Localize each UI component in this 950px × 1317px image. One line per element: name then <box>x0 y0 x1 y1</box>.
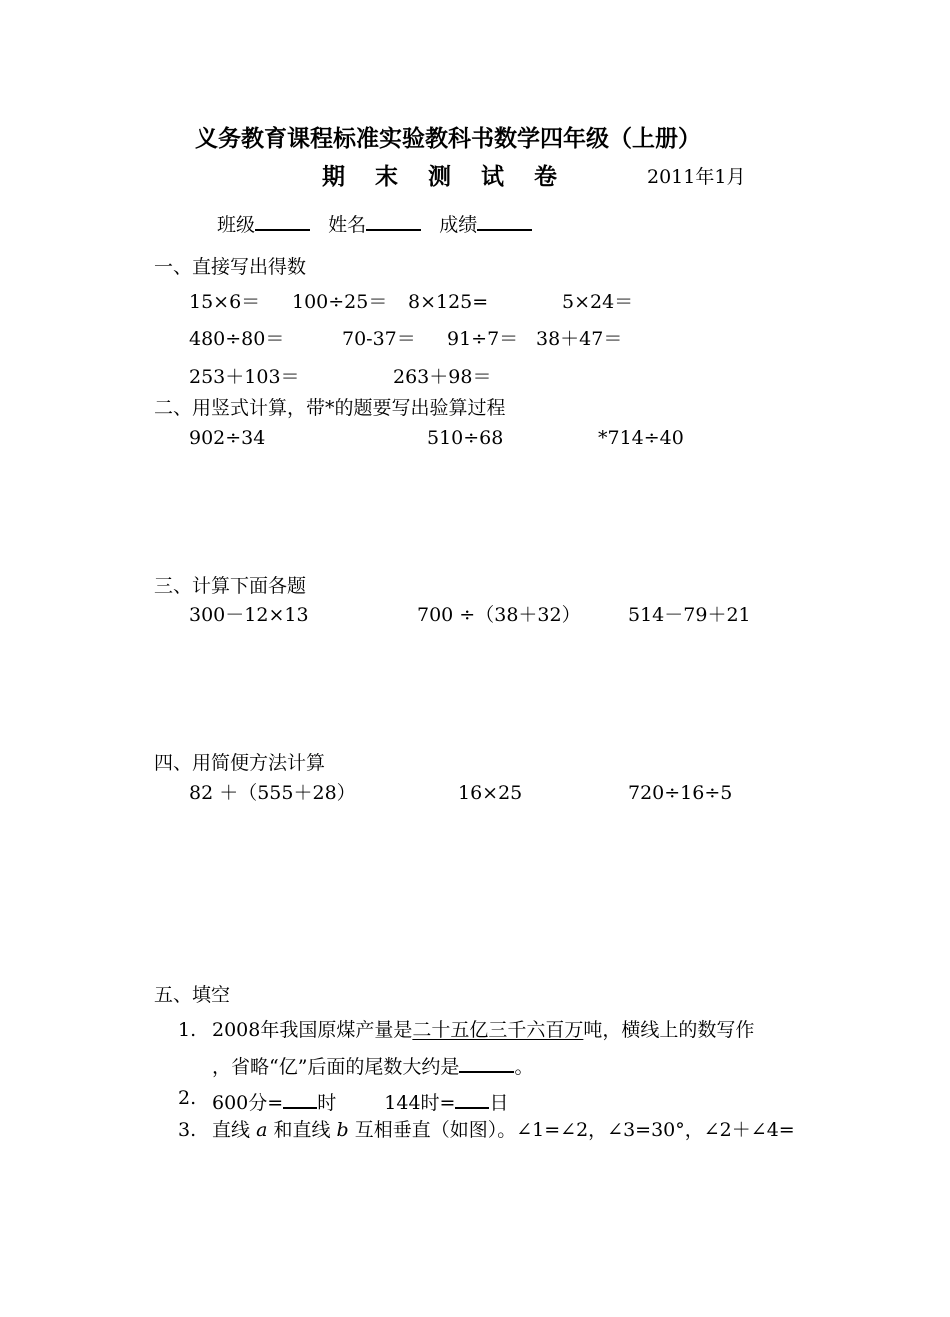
section5-heading: 五、填空 <box>154 984 231 1006</box>
name-blank[interactable] <box>366 211 421 231</box>
problem: 700 ÷（38＋32） <box>417 604 581 626</box>
q3-text-2: 和直线 <box>273 1119 331 1141</box>
q2-blank-a[interactable] <box>283 1089 317 1109</box>
problem: 300－12×13 <box>189 604 309 626</box>
question-2 <box>212 1089 509 1113</box>
q2-blank-b[interactable] <box>455 1089 489 1109</box>
class-blank[interactable] <box>255 211 310 231</box>
section2-heading: 二、用竖式计算，带*的题要写出验算过程 <box>154 397 506 419</box>
problem: 70-37＝ <box>342 328 416 350</box>
question-number: 2. <box>178 1087 197 1109</box>
problem: 82 ＋（555＋28） <box>189 782 356 804</box>
q2-unit-b: 日 <box>489 1092 509 1114</box>
exam-date: 2011年1月 <box>647 166 746 188</box>
problem: 91÷7＝ <box>447 328 519 350</box>
document-subtitle: 期末测试卷 <box>322 163 587 190</box>
q2-part-b: 144时= <box>384 1092 456 1114</box>
problem: 253＋103＝ <box>189 366 300 388</box>
section4-heading: 四、用简便方法计算 <box>154 752 326 774</box>
q3-var-a: a <box>256 1119 268 1141</box>
problem: 8×125= <box>408 291 489 313</box>
problem: 15×6＝ <box>189 291 261 313</box>
document-title: 义务教育课程标准实验教科书数学四年级（上册） <box>195 125 701 152</box>
class-label: 班级 <box>217 214 256 236</box>
problem: 902÷34 <box>189 427 266 449</box>
q1-text-end: 吨，横线上的数写作 <box>583 1019 755 1041</box>
problem: 5×24＝ <box>562 291 634 313</box>
question-1-line-1 <box>212 1021 754 1040</box>
q2-unit-a: 时 <box>317 1092 337 1114</box>
problem: 16×25 <box>458 782 523 804</box>
q3-text-1: 直线 <box>212 1119 251 1141</box>
q1-text-start: 2008年我国原煤产量是 <box>212 1019 413 1041</box>
q1-underlined-number: 二十五亿三千六百万 <box>412 1019 584 1041</box>
question-number: 1. <box>178 1019 197 1041</box>
name-label: 姓名 <box>328 214 367 236</box>
question-number: 3. <box>178 1119 197 1141</box>
question-1-line-2 <box>212 1053 533 1077</box>
q1-answer-blank[interactable] <box>459 1053 514 1073</box>
problem: 263＋98＝ <box>393 366 492 388</box>
problem: 514－79＋21 <box>628 604 751 626</box>
score-blank[interactable] <box>477 211 532 231</box>
score-label: 成绩 <box>439 214 478 236</box>
problem: 510÷68 <box>427 427 504 449</box>
problem: 720÷16÷5 <box>628 782 733 804</box>
student-info-line <box>217 211 532 235</box>
section1-heading: 一、直接写出得数 <box>154 256 307 278</box>
problem: 480÷80＝ <box>189 328 285 350</box>
q1-text-line2: ，省略“亿”后面的尾数大约是 <box>212 1056 460 1078</box>
q3-text-3: 互相垂直（如图）。∠1=∠2，∠3=30°，∠2＋∠4= <box>354 1119 795 1141</box>
problem: 100÷25＝ <box>292 291 388 313</box>
section3-heading: 三、计算下面各题 <box>154 575 307 597</box>
q1-period: 。 <box>514 1056 534 1078</box>
question-3 <box>212 1121 795 1140</box>
problem: *714÷40 <box>598 427 684 449</box>
problem: 38＋47＝ <box>536 328 623 350</box>
q3-var-b: b <box>336 1119 349 1141</box>
q2-part-a: 600分= <box>212 1092 284 1114</box>
